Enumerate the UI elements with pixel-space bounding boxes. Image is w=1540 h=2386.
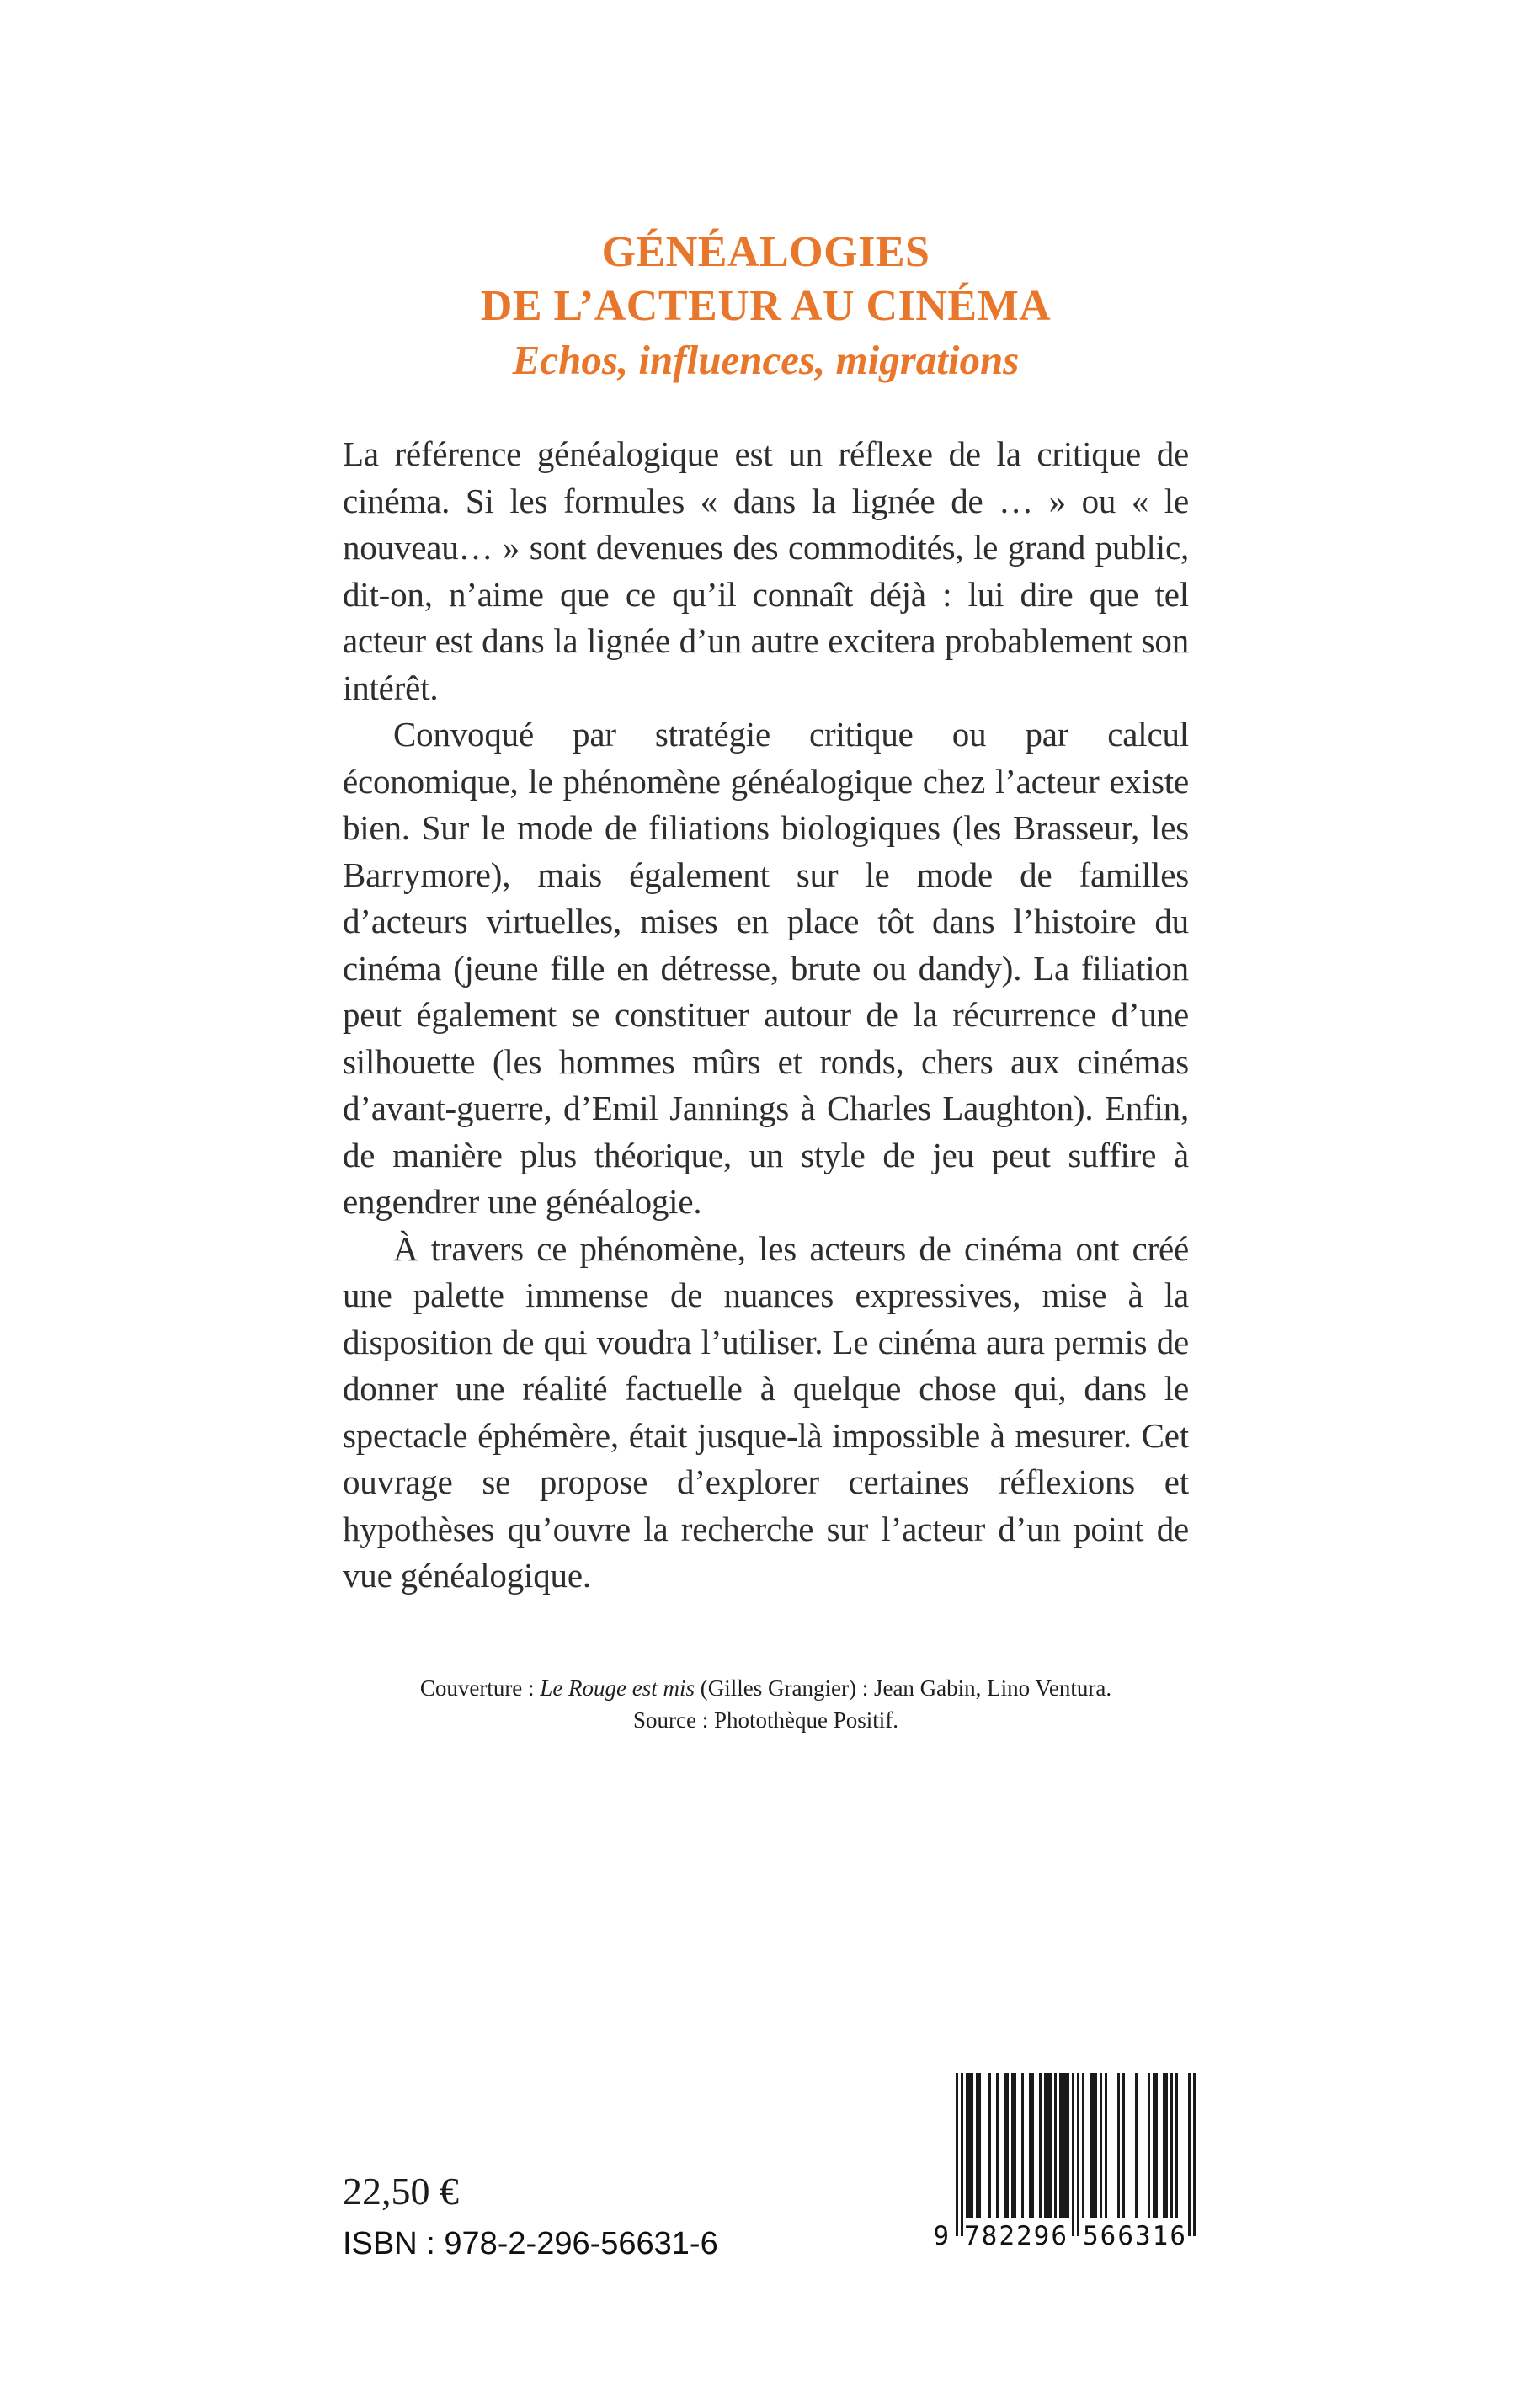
credit-film-title: Le Rouge est mis (540, 1675, 695, 1701)
price: 22,50 € (343, 2170, 459, 2213)
barcode-digit-first: 9 (933, 2221, 951, 2251)
credit-prefix: Couverture : (419, 1675, 541, 1701)
barcode-digits-left: 782296 (964, 2221, 1068, 2251)
barcode-digits-right: 566316 (1083, 2221, 1187, 2251)
isbn: ISBN : 978-2-296-56631-6 (343, 2226, 718, 2261)
ean13-barcode (927, 2073, 1199, 2266)
barcode-bars (927, 2073, 1199, 2241)
title-subtitle: Echos, influences, migrations (512, 337, 1020, 383)
book-title-block (343, 226, 1189, 387)
cover-credit-block (343, 1672, 1189, 1736)
cover-credit-line (343, 1672, 1189, 1704)
blurb-paragraph-3: À travers ce phénomène, les acteurs de cinéma ont créé une palette immense de nuances expressives, mise à la disposition de qui voudra l’utiliser. Le cinéma aura permis de donner une réalité factuelle à quelque chose qui, dans le spectacle éphémère, était jusque-là impossible à mesurer. Cet ouvrage se propose d’explorer certaines réflexions et hypothèses qu’ouvre la recherche sur l’acteur d’un point de vue généalogique. (343, 1228, 1189, 1595)
title-line-1: GÉNÉALOGIES (601, 228, 930, 276)
title-line-2: DE L’ACTEUR AU CINÉMA (480, 282, 1052, 330)
blurb-paragraph-2: Convoqué par stratégie critique ou par calcul économique, le phénomène généalogique chez l’acteur existe bien. Sur le mode de filiations biologiques (les Brasseur, les Barrymore), mais également sur le mode de familles d’acteurs virtuelles, mises en place tôt dans l’histoire du cinéma (jeune fille en détresse, brute ou dandy). La filiation peut également se constituer autour de la récurrence d’une silhouette (les hommes mûrs et ronds, chers aux cinémas d’avant-guerre, d’Emil Jannings à Charles Laughton). Enfin, de manière plus théorique, un style de jeu peut suffire à engendrer une généalogie. (343, 715, 1189, 1221)
credit-source-line: Source : Photothèque Positif. (633, 1707, 898, 1733)
credit-suffix: (Gilles Grangier) : Jean Gabin, Lino Ventura. (695, 1675, 1112, 1701)
blurb-paragraph-1: La référence généalogique est un réflexe de la critique de cinéma. Si les formules « dans la lignée de … » ou « le nouveau… » sont devenues des commodités, le grand public, dit-on, n’aime que ce qu’il connaît déjà : lui dire que tel acteur est dans la lignée d’un autre excitera probablement son intérêt. (343, 434, 1189, 707)
back-cover-blurb (343, 431, 1189, 1600)
